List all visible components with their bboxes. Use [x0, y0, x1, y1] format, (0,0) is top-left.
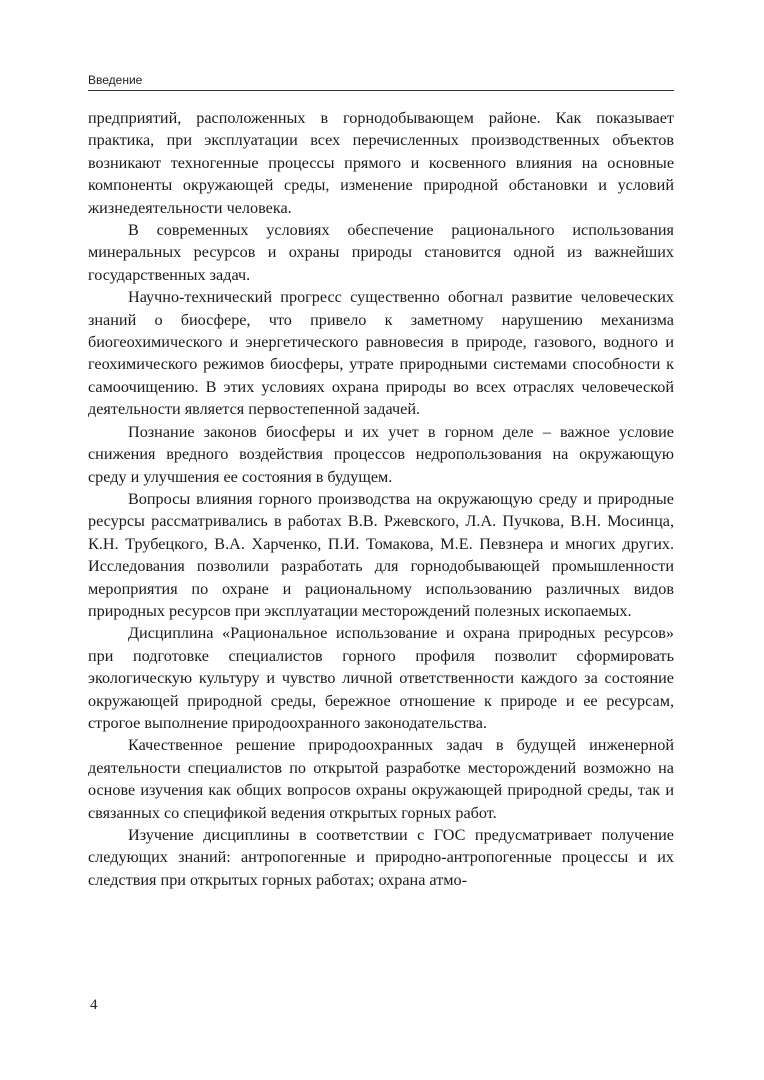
paragraph-2: В современных условиях обеспечение рационального использования минеральных ресурсов и охраны природы становится одной из важнейших государственных задач.: [88, 221, 674, 284]
body-text: [88, 107, 674, 891]
paragraph-7: Качественное решение природоохранных задач в будущей инженерной деятельности специалистов по открытой разработке месторождений возможно на основе изучения как общих вопросов охраны окружающей природной среды, так и связанных со спецификой ведения открытых горных работ.: [88, 736, 674, 822]
header-rule: [88, 90, 674, 91]
running-header: Введение: [88, 73, 143, 87]
paragraph-8: Изучение дисциплины в соответствии с ГОС предусматривает получение следующих знаний: антропогенные и природно-антропогенные процессы и их следствия при открытых горных работах; охрана атмо-: [88, 826, 674, 889]
paragraph-3: Научно-технический прогресс существенно обогнал развитие человеческих знаний о биосфере, что привело к заметному нарушению механизма биогеохимического и энергетического равновесия в природе, газового, водного и геохимического режимов биосферы, утрате природными системами способности к самоочищению. В этих условиях охрана природы во всех отраслях человеческой деятельности является первостепенной задачей.: [88, 288, 674, 419]
page-number: 4: [90, 997, 98, 1013]
paragraph-6: Дисциплина «Рациональное использование и охрана природных ресурсов» при подготовке специалистов горного профиля позволит сформировать экологическую культуру и чувство личной ответственности каждого за состояние окружающей природной среды, бережное отношение к природе и ее ресурсам, строгое выполнение природоохранного законодательства.: [88, 624, 674, 732]
paragraph-5: Вопросы влияния горного производства на окружающую среду и природные ресурсы рассматривались в работах В.В. Ржевского, Л.А. Пучкова, В.Н. Мосинца, К.Н. Трубецкого, В.А. Харченко, П.И. Томакова, М.Е. Певзнера и многих других. Исследования позволили разработать для горнодобывающей промышленности мероприятия по охране и рациональному использованию различных видов природных ресурсов при эксплуатации месторождений полезных ископаемых.: [88, 489, 674, 620]
paragraph-1: предприятий, расположенных в горнодобывающем районе. Как показывает практика, при эксплуатации всех перечисленных производственных объектов возникают техногенные процессы прямого и косвенного влияния на основные компоненты окружающей среды, изменение природной обстановки и условий жизнедеятельности человека.: [88, 109, 674, 217]
paragraph-4: Познание законов биосферы и их учет в горном деле – важное условие снижения вредного воздействия процессов недропользования на окружающую среду и улучшения ее состояния в будущем.: [88, 422, 674, 486]
